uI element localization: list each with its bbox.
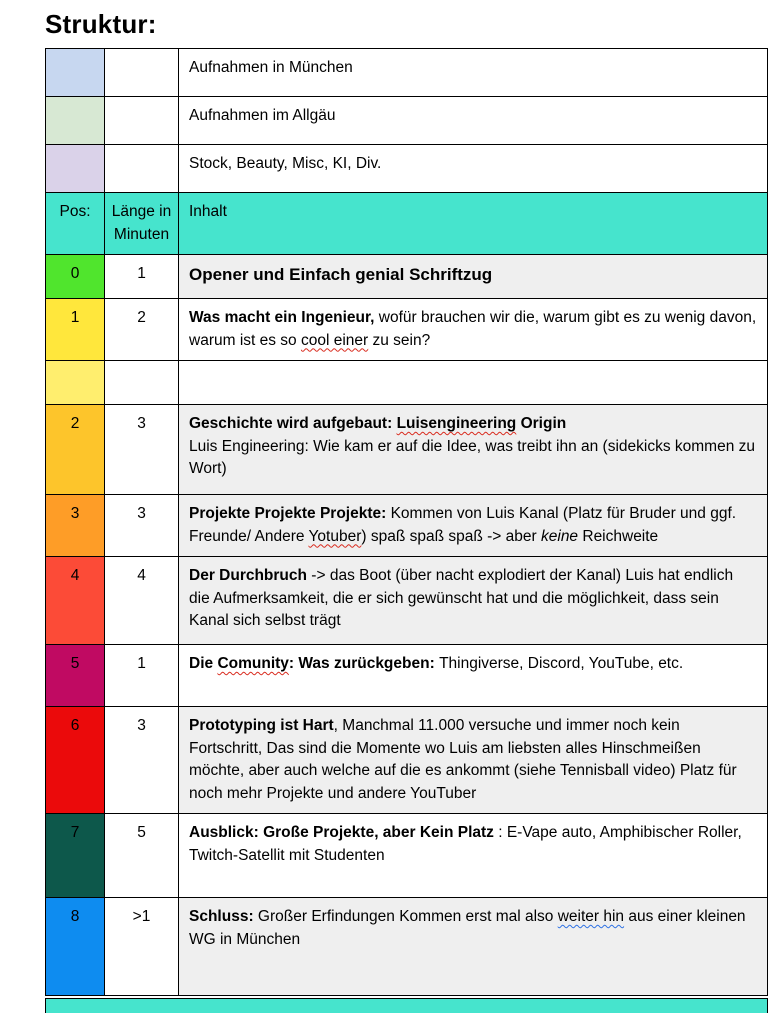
text-segment: ) spaß spaß spaß -> aber xyxy=(361,527,541,545)
pos-cell[interactable]: 5 xyxy=(46,645,105,707)
text-segment: Luis Engineering: Wie kam er auf die Idee, was treibt ihn an (sidekicks kommen zu Wort) xyxy=(189,437,756,477)
table-row-3 xyxy=(46,495,768,557)
text-segment: Was macht ein Ingenieur, xyxy=(189,309,375,326)
table-row-empty xyxy=(46,361,768,405)
content-cell[interactable] xyxy=(179,495,768,557)
content-cell[interactable] xyxy=(179,814,768,898)
pos-cell[interactable]: 1 xyxy=(46,299,105,361)
legend-row xyxy=(46,97,768,145)
text-segment: : Was zurückgeben: xyxy=(288,655,440,672)
text-segment: Origin xyxy=(516,415,567,432)
text-segment: Luisengineering xyxy=(396,415,517,432)
legend-swatch-misc[interactable] xyxy=(46,145,105,193)
text-segment: aus einer kleinen WG in München xyxy=(189,908,746,948)
legend-label[interactable] xyxy=(179,145,768,193)
length-cell[interactable]: 2 xyxy=(105,299,179,361)
legend-row xyxy=(46,49,768,97)
text-segment: Der Durchbruch xyxy=(189,567,307,584)
table-row-8 xyxy=(46,898,768,996)
structure-table xyxy=(45,48,768,996)
text-segment: Prototyping ist Hart xyxy=(189,717,334,734)
length-cell[interactable] xyxy=(105,97,179,145)
legend-text: Stock, Beauty, Misc, KI, Div. xyxy=(189,155,382,172)
text-segment: Großer Erfindungen Kommen erst mal also xyxy=(257,908,558,925)
length-cell[interactable]: 4 xyxy=(105,557,179,645)
text-segment: Kommen von Luis Kanal (Platz für Bruder und ggf. Freunde/ Andere xyxy=(189,505,737,545)
pos-cell[interactable]: 3 xyxy=(46,495,105,557)
pos-cell[interactable]: 2 xyxy=(46,405,105,495)
legend-swatch-allgaeu[interactable] xyxy=(46,97,105,145)
text-segment: keine xyxy=(541,527,579,545)
table-row-4 xyxy=(46,557,768,645)
page-title: Struktur: xyxy=(45,9,157,39)
text-segment: weiter hin xyxy=(557,908,625,925)
text-segment: Comunity xyxy=(217,655,289,672)
length-cell[interactable]: 1 xyxy=(105,645,179,707)
pos-cell[interactable] xyxy=(46,361,105,405)
pos-cell[interactable]: 4 xyxy=(46,557,105,645)
content-cell[interactable] xyxy=(179,255,768,299)
text-segment: Die xyxy=(189,655,218,672)
length-cell[interactable]: >1 xyxy=(105,898,179,996)
length-cell[interactable]: 3 xyxy=(105,707,179,814)
table-row-1 xyxy=(46,299,768,361)
length-cell[interactable]: 3 xyxy=(105,405,179,495)
text-segment: cool einer xyxy=(300,331,369,349)
text-segment: wofür brauchen wir die, warum gibt es zu wenig davon, warum ist es so xyxy=(189,309,757,349)
table-row-5 xyxy=(46,645,768,707)
length-cell[interactable]: 3 xyxy=(105,495,179,557)
pos-cell[interactable]: 6 xyxy=(46,707,105,814)
text-segment: Projekte Projekte Projekte: xyxy=(189,505,391,522)
text-segment: Thingiverse, Discord, YouTube, etc. xyxy=(439,655,684,672)
legend-row xyxy=(46,145,768,193)
text-segment: , Manchmal 11.000 versuche und immer noch kein Fortschritt, Das sind die Momente wo Luis am liebsten alles Hinschmeißen möchte, aber auch welche auf die es ankommt (siehe Tennisball video) Platz für noch mehr Projekte und andere YouTuber xyxy=(189,717,737,802)
legend-label[interactable] xyxy=(179,97,768,145)
legend-text: Aufnahmen im Allgäu xyxy=(189,107,336,124)
length-cell[interactable] xyxy=(105,49,179,97)
legend-swatch-muenchen[interactable] xyxy=(46,49,105,97)
legend-text: Aufnahmen in München xyxy=(189,59,353,76)
text-segment: Schluss: xyxy=(189,908,258,925)
table-header-row xyxy=(46,193,768,255)
text-segment: Ausblick: Große Projekte, aber Kein Platz xyxy=(189,824,494,841)
text-segment: Opener und Einfach genial Schriftzug xyxy=(189,265,493,284)
pos-cell[interactable]: 7 xyxy=(46,814,105,898)
legend-label[interactable] xyxy=(179,49,768,97)
table-row-0 xyxy=(46,255,768,299)
text-segment: : E-Vape auto, Amphibischer Roller, Twitch-Satellit mit Studenten xyxy=(189,824,742,864)
text-segment: Yotuber xyxy=(308,527,362,545)
pos-cell[interactable]: 0 xyxy=(46,255,105,299)
content-cell[interactable] xyxy=(179,361,768,405)
content-cell[interactable] xyxy=(179,707,768,814)
header-content[interactable]: Inhalt xyxy=(179,193,768,255)
length-cell[interactable]: 5 xyxy=(105,814,179,898)
content-cell[interactable] xyxy=(179,557,768,645)
text-segment: Reichweite xyxy=(578,527,659,545)
pos-cell[interactable]: 8 xyxy=(46,898,105,996)
text-segment: -> das Boot (über nacht explodiert der Kanal) Luis hat endlich die Aufmerksamkeit, die er sich gewünscht hat und die möglichkeit, dass sein Kanal sich selbst trägt xyxy=(189,567,734,629)
header-length[interactable]: Länge in Minuten xyxy=(105,193,179,255)
content-cell[interactable] xyxy=(179,645,768,707)
content-cell[interactable] xyxy=(179,898,768,996)
text-segment: zu sein? xyxy=(368,331,431,349)
text-segment: Geschichte wird aufgebaut: xyxy=(189,415,397,432)
table-row-7 xyxy=(46,814,768,898)
content-cell[interactable] xyxy=(179,299,768,361)
header-pos[interactable]: Pos: xyxy=(46,193,105,255)
length-cell[interactable] xyxy=(105,361,179,405)
content-cell[interactable] xyxy=(179,405,768,495)
length-cell[interactable] xyxy=(105,145,179,193)
table-row-6 xyxy=(46,707,768,814)
length-cell[interactable]: 1 xyxy=(105,255,179,299)
table-row-2 xyxy=(46,405,768,495)
